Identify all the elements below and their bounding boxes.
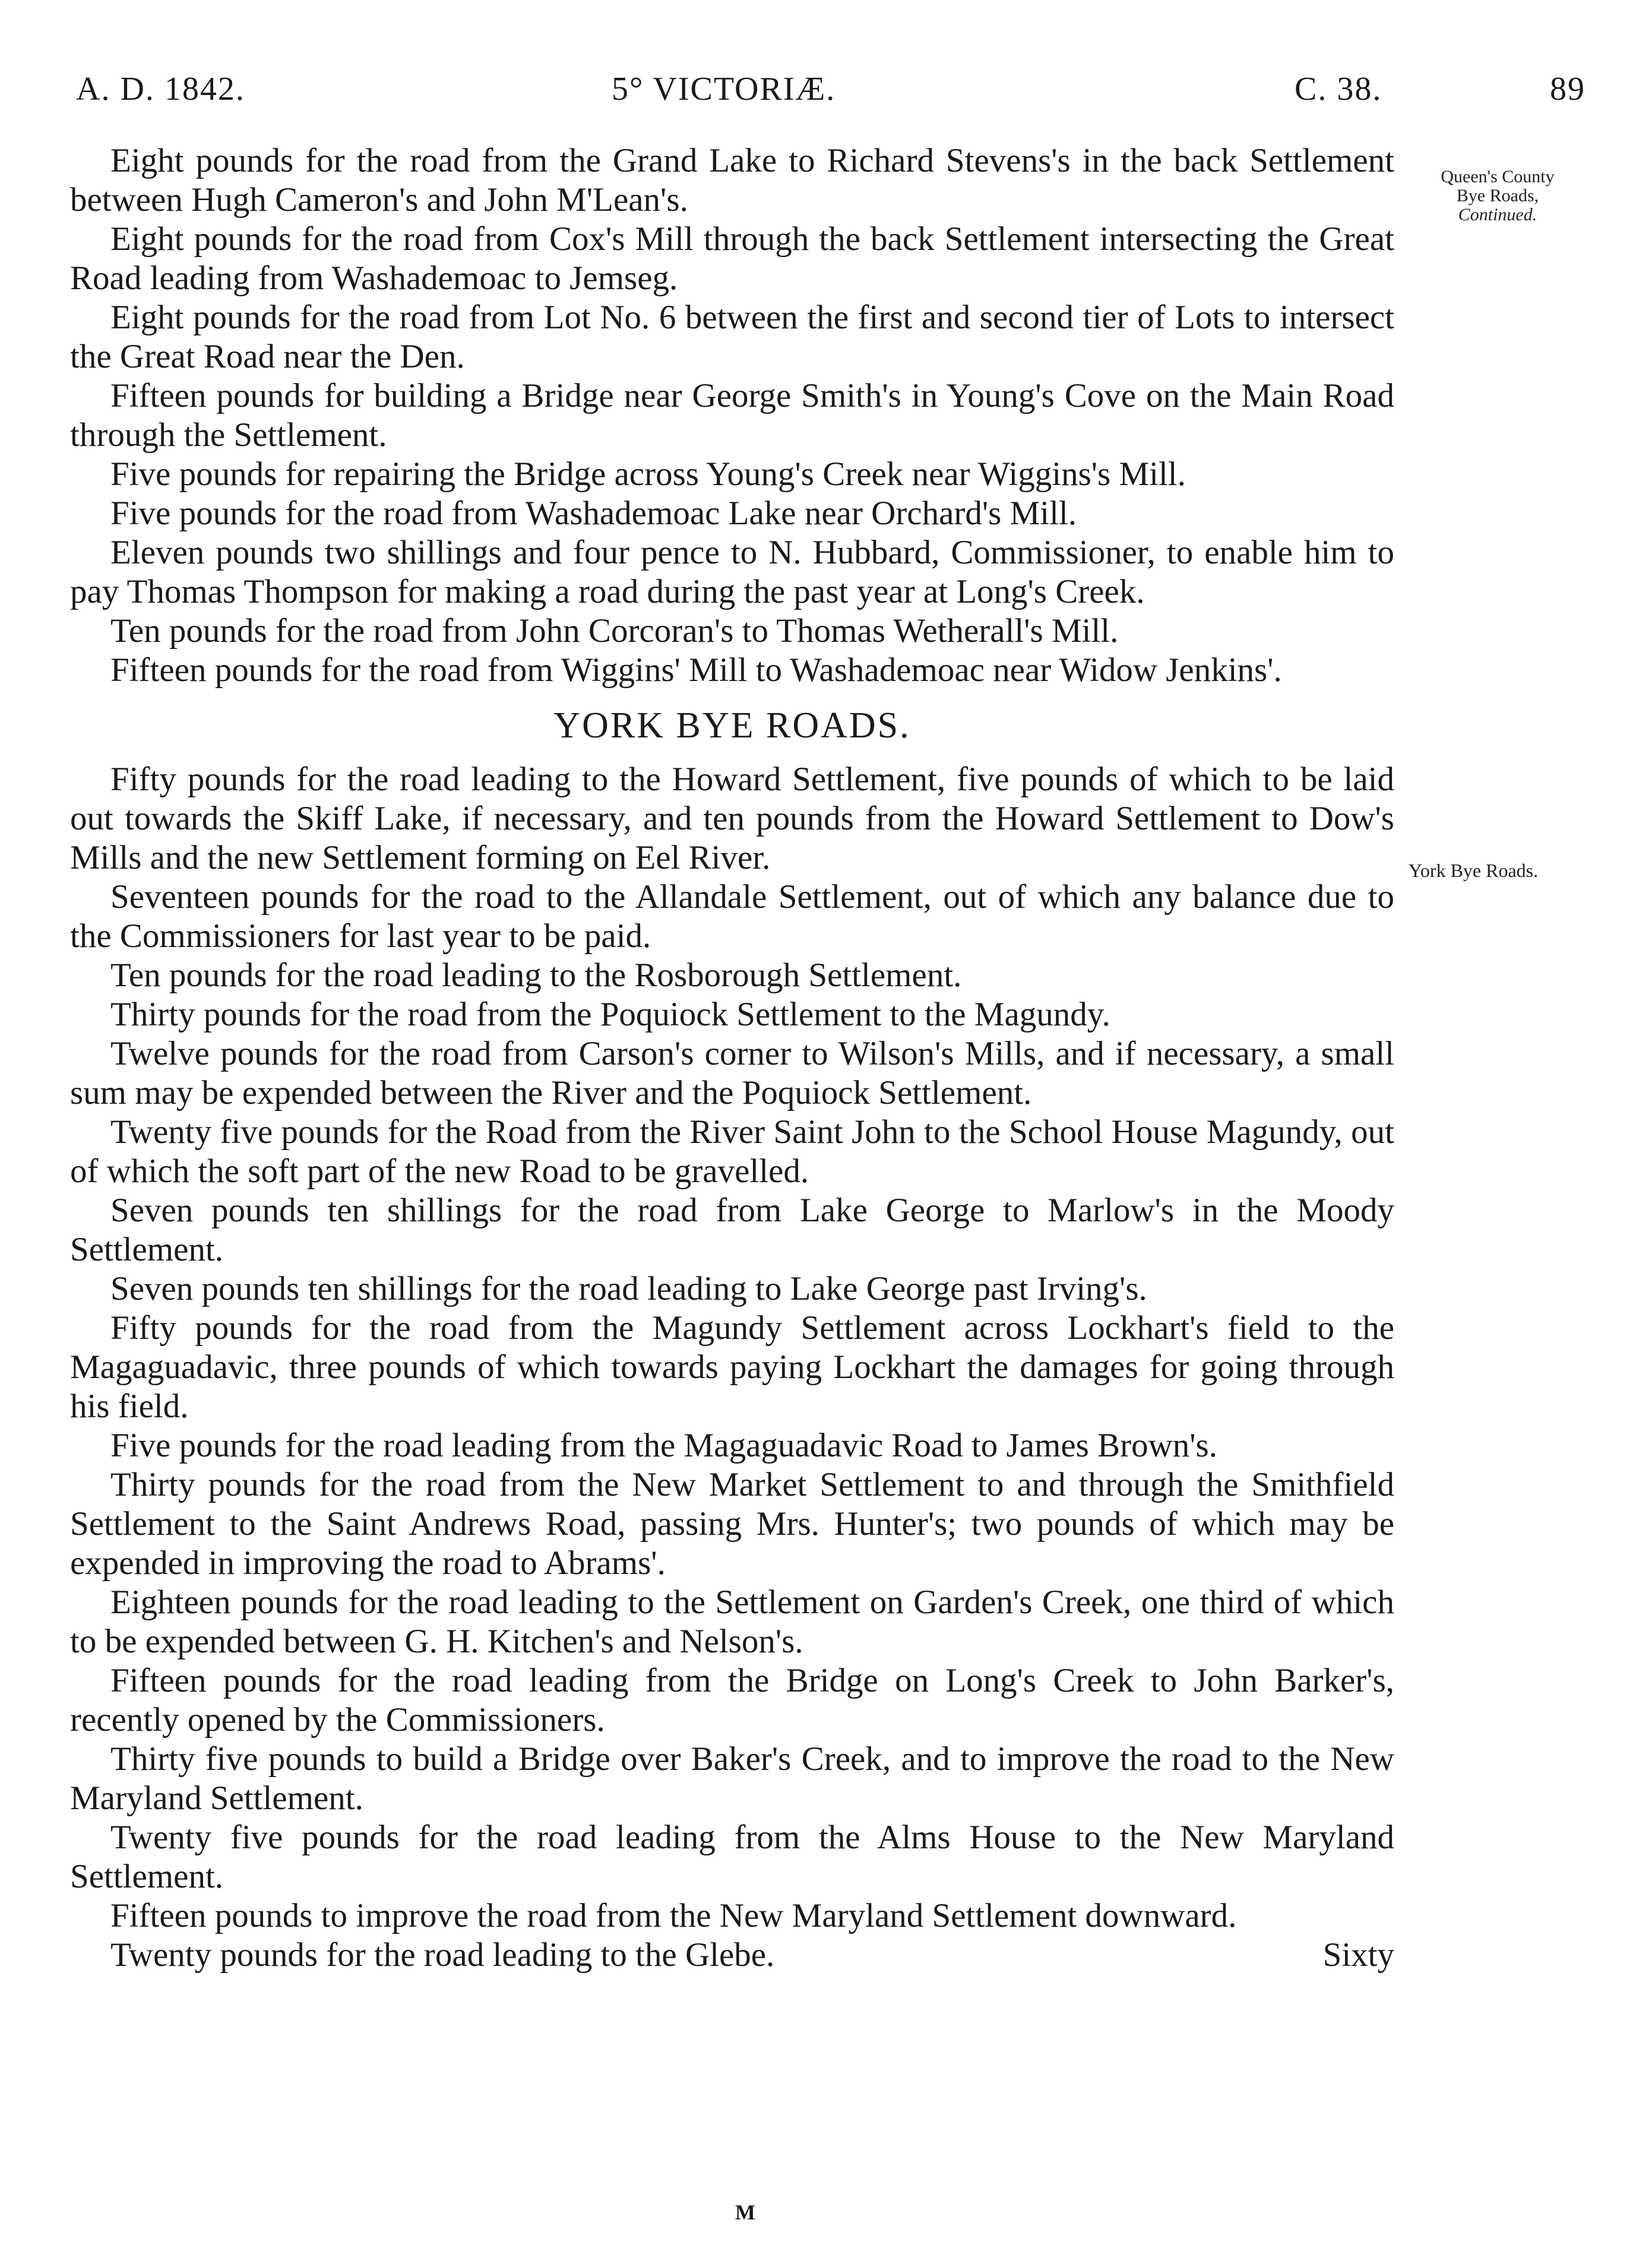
header-year: A. D. 1842. <box>76 71 245 107</box>
paragraph: Fifteen pounds for the road from Wiggins' Mill to Washademoac near Widow Jenkins'. <box>110 651 1282 689</box>
paragraph: Thirty five pounds to build a Bridge over Baker's Creek, and to improve the road to the New Maryland Settlement. <box>70 1740 1394 1817</box>
body-text <box>70 141 1394 1975</box>
paragraph: Five pounds for the road leading from the Magaguadavic Road to James Brown's. <box>110 1427 1217 1464</box>
paragraph: Five pounds for the road from Washademoac Lake near Orchard's Mill. <box>110 495 1077 532</box>
page-number: 89 <box>1550 71 1585 107</box>
paragraph: Ten pounds for the road from John Corcoran's to Thomas Wetherall's Mill. <box>110 612 1119 650</box>
paragraph: Eighteen pounds for the road leading to the Settlement on Garden's Creek, one third of which to be expended between G. H. Kitchen's and Nelson's. <box>70 1584 1394 1660</box>
catchword: Sixty <box>1322 1936 1394 1974</box>
margin-note-line: Queen's County <box>1441 167 1555 186</box>
paragraph: Twenty five pounds for the Road from the River Saint John to the School House Magundy, out of which the soft part of the new Road to be gravelled. <box>70 1113 1394 1190</box>
margin-note-york: York Bye Roads. <box>1409 860 1539 881</box>
paragraph: Twenty five pounds for the road leading from the Alms House to the New Maryland Settlement. <box>70 1819 1394 1895</box>
paragraph: Eleven pounds two shillings and four pence to N. Hubbard, Commissioner, to enable him to pay Thomas Thompson for making a road during the past year at Long's Creek. <box>70 534 1394 610</box>
paragraph: Fifteen pounds to improve the road from the New Maryland Settlement downward. <box>110 1897 1237 1934</box>
running-header <box>0 70 1652 112</box>
paragraph: Seven pounds ten shillings for the road from Lake George to Marlow's in the Moody Settlement. <box>70 1192 1394 1268</box>
paragraph: Eight pounds for the road from the Grand Lake to Richard Stevens's in the back Settlement between Hugh Cameron's and John M'Lean's. <box>70 142 1394 218</box>
paragraph: Five pounds for repairing the Bridge across Young's Creek near Wiggins's Mill. <box>110 455 1186 493</box>
paragraph: Seventeen pounds for the road to the Allandale Settlement, out of which any balance due to the Commissioners for last year to be paid. <box>70 878 1394 955</box>
paragraph: Fifty pounds for the road from the Magundy Settlement across Lockhart's field to the Magaguadavic, three pounds of which towards paying Lockhart the damages for going through his field. <box>70 1309 1394 1425</box>
paragraph: Eight pounds for the road from Lot No. 6 between the first and second tier of Lots to intersect the Great Road near the Den. <box>70 299 1394 375</box>
header-chapter: C. 38. <box>1295 71 1382 107</box>
paragraph: Twelve pounds for the road from Carson's corner to Wilson's Mills, and if necessary, a small sum may be expended between the River and the Poquiock Settlement. <box>70 1035 1394 1111</box>
margin-note-queens-county <box>1409 167 1587 224</box>
paragraph: Twenty pounds for the road leading to the Glebe. <box>110 1936 775 1974</box>
margin-note-line: Continued. <box>1458 205 1537 224</box>
final-line <box>70 1936 1394 1975</box>
section-heading: YORK BYE ROADS. <box>553 705 911 746</box>
paragraph: Thirty pounds for the road from the New Market Settlement to and through the Smithfield Settlement to the Saint Andrews Road, passing Mrs. Hunter's; two pounds of which may be expended in improving the road to Abrams'. <box>70 1466 1394 1582</box>
paragraph: Fifteen pounds for the road leading from the Bridge on Long's Creek to John Barker's, recently opened by the Commissioners. <box>70 1662 1394 1738</box>
margin-note-line: Bye Roads, <box>1456 186 1539 205</box>
header-reign: 5° VICTORIÆ. <box>612 71 836 107</box>
signature-mark: M <box>735 2200 757 2224</box>
paragraph: Fifty pounds for the road leading to the Howard Settlement, five pounds of which to be laid out towards the Skiff Lake, if necessary, and ten pounds from the Howard Settlement to Dow's Mills and the new Settlement forming on Eel River. <box>70 761 1394 876</box>
paragraph: Thirty pounds for the road from the Poquiock Settlement to the Magundy. <box>110 996 1110 1033</box>
paragraph: Eight pounds for the road from Cox's Mill through the back Settlement intersecting the Great Road leading from Washademoac to Jemseg. <box>70 220 1394 297</box>
paragraph: Fifteen pounds for building a Bridge near George Smith's in Young's Cove on the Main Road through the Settlement. <box>70 377 1394 454</box>
paragraph: Seven pounds ten shillings for the road leading to Lake George past Irving's. <box>110 1270 1147 1307</box>
paragraph: Ten pounds for the road leading to the Rosborough Settlement. <box>110 957 962 994</box>
